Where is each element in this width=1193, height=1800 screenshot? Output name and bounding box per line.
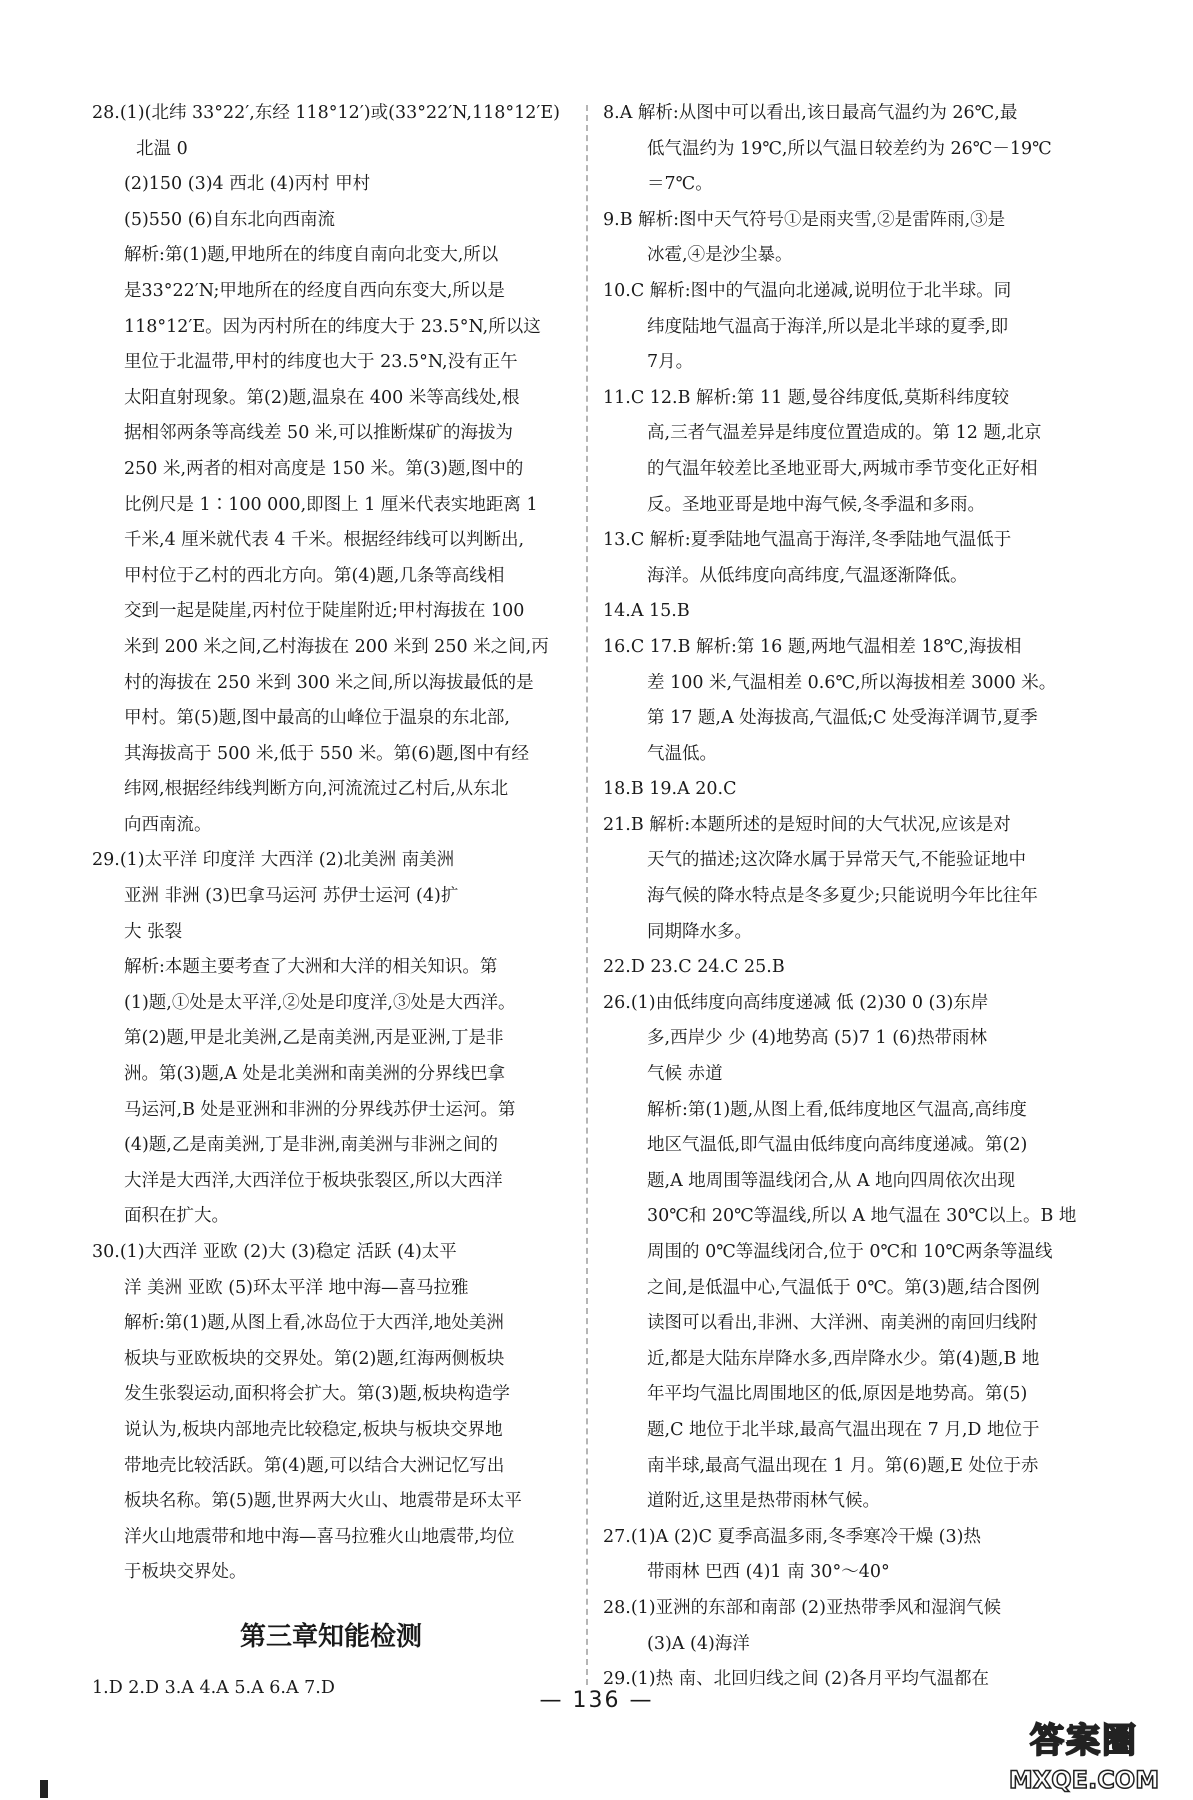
text-line: 题,C 地位于北半球,最高气温出现在 7 月,D 地位于 xyxy=(647,1419,1040,1440)
text-line: 年平均气温比周围地区的低,原因是地势高。第(5) xyxy=(647,1384,1028,1405)
text-line: (1)题,①处是太平洋,②处是印度洋,③处是大西洋。 xyxy=(124,992,516,1013)
text-line: 26.(1)由低纬度向高纬度递减 低 (2)30 0 (3)东岸 xyxy=(603,992,989,1013)
text-line: 比例尺是 1∶100 000,即图上 1 厘米代表实地距离 1 xyxy=(124,494,538,515)
text-line: 29.(1)热 南、北回归线之间 (2)各月平均气温都在 xyxy=(603,1669,990,1690)
text-line: 海气候的降水特点是冬多夏少;只能说明今年比往年 xyxy=(647,886,1038,907)
text-line: 250 米,两者的相对高度是 150 米。第(3)题,图中的 xyxy=(124,458,524,479)
text-line: 洲。第(3)题,A 处是北美洲和南美洲的分界线巴拿 xyxy=(124,1064,506,1085)
text-line: 甲村。第(5)题,图中最高的山峰位于温泉的东北部, xyxy=(124,708,510,729)
text-line: 9.B 解析:图中天气符号①是雨夹雪,②是雷阵雨,③是 xyxy=(603,209,1006,230)
text-line: 气候 赤道 xyxy=(647,1064,723,1085)
text-line: 带雨林 巴西 (4)1 南 30°～40° xyxy=(647,1562,890,1583)
text-line: 纬度陆地气温高于海洋,所以是北半球的夏季,即 xyxy=(647,316,1009,337)
watermark-url: MXQE.COM xyxy=(1008,1766,1160,1794)
text-line: 低气温约为 19℃,所以气温日较差约为 26℃－19℃ xyxy=(647,138,1052,159)
left-column xyxy=(92,96,570,1707)
text-line: (4)题,乙是南美洲,丁是非洲,南美洲与非洲之间的 xyxy=(124,1135,498,1156)
text-line: 第 17 题,A 处海拔高,气温低;C 处受海洋调节,夏季 xyxy=(647,708,1038,729)
text-line: 同期降水多。 xyxy=(647,921,752,942)
text-line: 近,都是大陆东岸降水多,西岸降水少。第(4)题,B 地 xyxy=(647,1348,1040,1369)
text-line: 北温 0 xyxy=(136,138,188,159)
text-line: 其海拔高于 500 米,低于 550 米。第(6)题,图中有经 xyxy=(124,743,529,764)
text-line: 马运河,B 处是亚洲和非洲的分界线苏伊士运河。第 xyxy=(124,1099,516,1120)
text-line: 纬网,根据经纬线判断方向,河流流过乙村后,从东北 xyxy=(124,779,509,800)
text-line: 27.(1)A (2)C 夏季高温多雨,冬季寒冷干燥 (3)热 xyxy=(603,1526,981,1547)
text-line: 30℃和 20℃等温线,所以 A 地气温在 30℃以上。B 地 xyxy=(647,1206,1077,1227)
text-line: 第(2)题,甲是北美洲,乙是南美洲,丙是亚洲,丁是非 xyxy=(124,1028,504,1049)
text-line: 亚洲 非洲 (3)巴拿马运河 苏伊士运河 (4)扩 xyxy=(124,886,459,907)
text-line: 高,三者气温差异是纬度位置造成的。第 12 题,北京 xyxy=(647,423,1042,444)
text-line: 是33°22′N;甲地所在的经度自西向东变大,所以是 xyxy=(124,280,505,301)
text-line: 反。圣地亚哥是地中海气候,冬季温和多雨。 xyxy=(647,494,986,515)
text-line: 之间,是低温中心,气温低于 0℃。第(3)题,结合图例 xyxy=(647,1277,1040,1298)
text-line: 说认为,板块内部地壳比较稳定,板块与板块交界地 xyxy=(124,1419,503,1440)
text-line: 甲村位于乙村的西北方向。第(4)题,几条等高线相 xyxy=(124,565,505,586)
text-line: 10.C 解析:图中的气温向北递减,说明位于北半球。同 xyxy=(603,280,1012,301)
watermark-logo xyxy=(980,1718,1188,1798)
text-line: 14.A 15.B xyxy=(603,601,690,622)
text-line: 带地壳比较活跃。第(4)题,可以结合大洲记忆写出 xyxy=(124,1455,505,1476)
text-line: 海洋。从低纬度向高纬度,气温逐渐降低。 xyxy=(647,565,968,586)
text-line: 向西南流。 xyxy=(124,814,212,835)
text-line: 冰雹,④是沙尘暴。 xyxy=(647,245,793,266)
column-divider xyxy=(586,105,588,1685)
text-line: (5)550 (6)自东北向西南流 xyxy=(124,209,336,230)
section-heading: 第三章知能检测 xyxy=(239,1621,422,1652)
text-line: 洋火山地震带和地中海—喜马拉雅火山地震带,均位 xyxy=(124,1526,515,1547)
text-line: 交到一起是陡崖,丙村位于陡崖附近;甲村海拔在 100 xyxy=(124,601,525,622)
text-line: 于板块交界处。 xyxy=(124,1562,247,1583)
text-line: 11.C 12.B 解析:第 11 题,曼谷纬度低,莫斯科纬度较 xyxy=(603,387,1009,408)
text-line: 大洋是大西洋,大西洋位于板块张裂区,所以大西洋 xyxy=(124,1170,503,1191)
text-line: (2)150 (3)4 西北 (4)丙村 甲村 xyxy=(124,174,371,195)
text-line: 22.D 23.C 24.C 25.B xyxy=(603,957,785,978)
corner-mark xyxy=(40,1780,48,1798)
text-line: 解析:第(1)题,甲地所在的纬度自南向北变大,所以 xyxy=(124,245,499,266)
text-line: 28.(1)(北纬 33°22′,东经 118°12′)或(33°22′N,118°12′E) xyxy=(92,103,560,123)
text-line: 13.C 解析:夏季陆地气温高于海洋,冬季陆地气温低于 xyxy=(603,530,1012,551)
watermark-logo-text: 答案圈 xyxy=(1030,1721,1138,1761)
right-column xyxy=(603,96,1103,1698)
text-line: 30.(1)大西洋 亚欧 (2)大 (3)稳定 活跃 (4)太平 xyxy=(92,1242,457,1262)
text-line: ＝7℃。 xyxy=(647,174,713,195)
text-line: 洋 美洲 亚欧 (5)环太平洋 地中海—喜马拉雅 xyxy=(124,1277,469,1298)
text-line: 面积在扩大。 xyxy=(124,1206,229,1227)
text-line: 发生张裂运动,面积将会扩大。第(3)题,板块构造学 xyxy=(124,1384,510,1405)
text-line: 太阳直射现象。第(2)题,温泉在 400 米等高线处,根 xyxy=(124,387,520,408)
text-line: 题,A 地周围等温线闭合,从 A 地向四周依次出现 xyxy=(647,1170,1016,1191)
text-line: 21.B 解析:本题所述的是短时间的大气状况,应该是对 xyxy=(603,814,1011,835)
text-line: 周围的 0℃等温线闭合,位于 0℃和 10℃两条等温线 xyxy=(647,1242,1053,1262)
text-line: 28.(1)亚洲的东部和南部 (2)亚热带季风和湿润气候 xyxy=(603,1597,1001,1618)
text-line: 气温低。 xyxy=(647,743,717,764)
text-line: 道附近,这里是热带雨林气候。 xyxy=(647,1491,881,1512)
text-line: (3)A (4)海洋 xyxy=(647,1633,750,1654)
text-line: 的气温年较差比圣地亚哥大,两城市季节变化正好相 xyxy=(647,458,1038,479)
text-line: 千米,4 厘米就代表 4 千米。根据经纬线可以判断出, xyxy=(124,530,525,551)
text-line: 118°12′E。因为丙村所在的纬度大于 23.5°N,所以这 xyxy=(124,316,541,337)
text-line: 解析:第(1)题,从图上看,冰岛位于大西洋,地处美洲 xyxy=(124,1313,504,1334)
text-line: 里位于北温带,甲村的纬度也大于 23.5°N,没有正午 xyxy=(124,352,518,373)
text-line: 板块名称。第(5)题,世界两大火山、地震带是环太平 xyxy=(124,1491,522,1512)
text-line: 解析:第(1)题,从图上看,低纬度地区气温高,高纬度 xyxy=(647,1099,1027,1120)
text-line: 读图可以看出,非洲、大洋洲、南美洲的南回归线附 xyxy=(647,1313,1038,1334)
text-line: 16.C 17.B 解析:第 16 题,两地气温相差 18℃,海拔相 xyxy=(603,636,1022,657)
text-line: 南半球,最高气温出现在 1 月。第(6)题,E 处位于赤 xyxy=(647,1455,1039,1476)
text-line: 大 张裂 xyxy=(124,921,183,942)
text-line: 天气的描述;这次降水属于异常天气,不能验证地中 xyxy=(647,850,1026,871)
text-line: 8.A 解析:从图中可以看出,该日最高气温约为 26℃,最 xyxy=(603,103,1018,123)
text-line: 18.B 19.A 20.C xyxy=(603,779,737,800)
text-line: 米到 200 米之间,乙村海拔在 200 米到 250 米之间,丙 xyxy=(124,636,549,657)
page-number: — 136 — xyxy=(539,1688,654,1713)
text-line: 地区气温低,即气温由低纬度向高纬度递减。第(2) xyxy=(647,1135,1028,1156)
text-line: 7月。 xyxy=(647,352,694,373)
text-line: 多,西岸少 少 (4)地势高 (5)7 1 (6)热带雨林 xyxy=(647,1028,988,1049)
text-line: 据相邻两条等高线差 50 米,可以推断煤矿的海拔为 xyxy=(124,423,513,444)
text-line: 29.(1)太平洋 印度洋 大西洋 (2)北美洲 南美洲 xyxy=(92,850,455,871)
text-line: 板块与亚欧板块的交界处。第(2)题,红海两侧板块 xyxy=(124,1348,505,1369)
text-line: 差 100 米,气温相差 0.6℃,所以海拔相差 3000 米。 xyxy=(647,672,1057,693)
text-line: 1.D 2.D 3.A 4.A 5.A 6.A 7.D xyxy=(92,1677,335,1698)
text-line: 解析:本题主要考查了大洲和大洋的相关知识。第 xyxy=(124,957,498,978)
text-line: 村的海拔在 250 米到 300 米之间,所以海拔最低的是 xyxy=(124,672,534,693)
